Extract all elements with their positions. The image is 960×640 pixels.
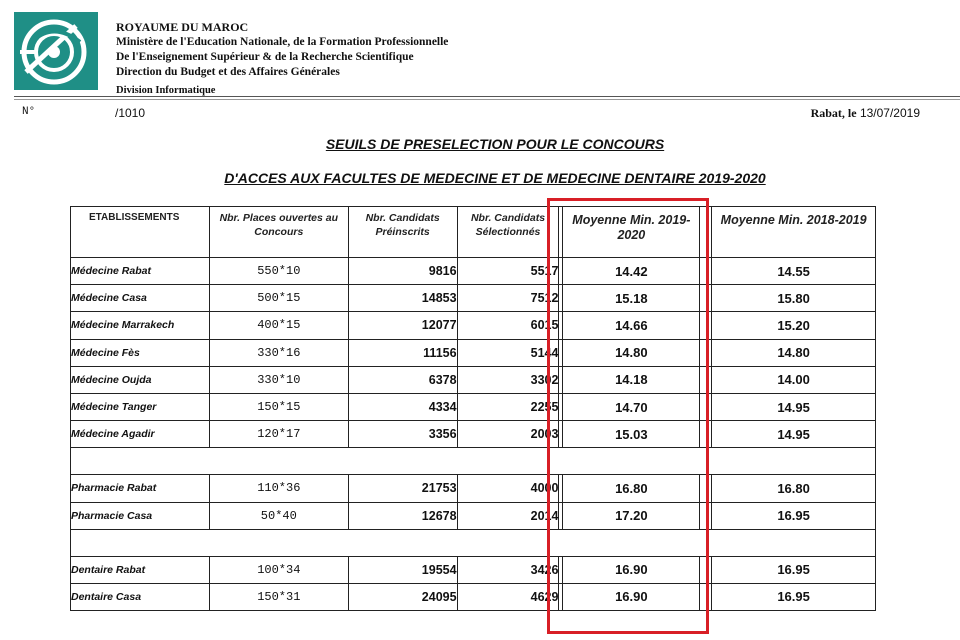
cell-moyenne-2020: 14.42 bbox=[563, 258, 700, 285]
cell-places: 500*15 bbox=[209, 285, 348, 312]
cell-candidats: 4334 bbox=[348, 393, 457, 420]
date-value: 13/07/2019 bbox=[859, 106, 920, 120]
table-row bbox=[71, 312, 876, 339]
table-row bbox=[71, 556, 876, 583]
pharmacie-rows bbox=[71, 475, 876, 529]
date-label: Rabat, le bbox=[810, 106, 857, 120]
cell-places: 110*36 bbox=[209, 475, 348, 502]
document-title-line1: SEUILS DE PRESELECTION POUR LE CONCOURS bbox=[325, 136, 665, 152]
table-row bbox=[71, 393, 876, 420]
cell-selectionnes: 2255 bbox=[457, 393, 559, 420]
cell-selectionnes: 5517 bbox=[457, 258, 559, 285]
cell-candidats: 6378 bbox=[348, 366, 457, 393]
cell-name: Pharmacie Rabat bbox=[71, 475, 210, 502]
ministry-emblem-icon bbox=[14, 12, 98, 90]
cell-name: Médecine Marrakech bbox=[71, 312, 210, 339]
header-ministry: Ministère de l'Education Nationale, de la Formation Professionnelle bbox=[116, 36, 449, 48]
cell-moyenne-2019: 16.95 bbox=[712, 583, 876, 610]
cell-moyenne-2020: 15.18 bbox=[563, 285, 700, 312]
cell-candidats: 12678 bbox=[348, 502, 457, 529]
cell-places: 120*17 bbox=[209, 421, 348, 448]
cell-selectionnes: 7512 bbox=[457, 285, 559, 312]
header-division: Division Informatique bbox=[116, 85, 216, 96]
table-row bbox=[71, 583, 876, 610]
table-separator-row bbox=[71, 448, 876, 475]
cell-selectionnes: 4000 bbox=[457, 475, 559, 502]
cell-moyenne-2020: 16.90 bbox=[563, 556, 700, 583]
cell-places: 330*10 bbox=[209, 366, 348, 393]
reference-number: /1010 bbox=[115, 106, 146, 120]
cell-name: Médecine Rabat bbox=[71, 258, 210, 285]
cell-candidats: 19554 bbox=[348, 556, 457, 583]
cell-candidats: 14853 bbox=[348, 285, 457, 312]
cell-selectionnes: 2003 bbox=[457, 421, 559, 448]
cell-moyenne-2020: 16.90 bbox=[563, 583, 700, 610]
cell-moyenne-2020: 14.70 bbox=[563, 393, 700, 420]
cell-candidats: 12077 bbox=[348, 312, 457, 339]
cell-candidats: 11156 bbox=[348, 339, 457, 366]
header-higher-education: De l'Enseignement Supérieur & de la Recherche Scientifique bbox=[116, 51, 414, 63]
cell-name: Dentaire Rabat bbox=[71, 556, 210, 583]
table-row bbox=[71, 475, 876, 502]
cell-name: Médecine Agadir bbox=[71, 421, 210, 448]
ministry-header bbox=[116, 20, 448, 98]
header-candidats: Nbr. Candidats Préinscrits bbox=[348, 207, 457, 258]
medecine-rows bbox=[71, 258, 876, 448]
document-title-line2: D'ACCES AUX FACULTES DE MEDECINE ET DE MEDECINE DENTAIRE 2019-2020 bbox=[224, 170, 766, 186]
cell-name: Médecine Fès bbox=[71, 339, 210, 366]
cell-selectionnes: 6015 bbox=[457, 312, 559, 339]
cell-selectionnes: 3302 bbox=[457, 366, 559, 393]
header-direction: Direction du Budget et des Affaires Générales bbox=[116, 66, 340, 78]
results-table bbox=[70, 206, 876, 611]
cell-places: 550*10 bbox=[209, 258, 348, 285]
header-moyenne-2019: Moyenne Min. 2018-2019 bbox=[712, 207, 876, 258]
header-places: Nbr. Places ouvertes au Concours bbox=[209, 207, 348, 258]
table-row bbox=[71, 339, 876, 366]
table-row bbox=[71, 258, 876, 285]
cell-name: Dentaire Casa bbox=[71, 583, 210, 610]
table-row bbox=[71, 502, 876, 529]
cell-selectionnes: 2014 bbox=[457, 502, 559, 529]
highlight-box bbox=[547, 198, 709, 634]
header-divider-thin bbox=[14, 99, 960, 100]
cell-places: 150*15 bbox=[209, 393, 348, 420]
cell-moyenne-2019: 14.95 bbox=[712, 421, 876, 448]
table-header-row bbox=[71, 207, 876, 258]
reference-label: N° bbox=[22, 106, 36, 118]
cell-places: 330*16 bbox=[209, 339, 348, 366]
cell-places: 50*40 bbox=[209, 502, 348, 529]
cell-places: 400*15 bbox=[209, 312, 348, 339]
separator-cell bbox=[71, 448, 876, 475]
header-kingdom: ROYAUME DU MAROC bbox=[116, 20, 249, 34]
cell-candidats: 24095 bbox=[348, 583, 457, 610]
header-moyenne-2020: Moyenne Min. 2019-2020 bbox=[563, 207, 700, 258]
document-date bbox=[811, 106, 920, 121]
cell-moyenne-2019: 16.80 bbox=[712, 475, 876, 502]
table-row bbox=[71, 285, 876, 312]
cell-moyenne-2020: 17.20 bbox=[563, 502, 700, 529]
cell-moyenne-2019: 16.95 bbox=[712, 502, 876, 529]
cell-selectionnes: 4629 bbox=[457, 583, 559, 610]
cell-candidats: 21753 bbox=[348, 475, 457, 502]
header-selectionnes: Nbr. Candidats Sélectionnés bbox=[457, 207, 559, 258]
header-divider bbox=[14, 96, 960, 97]
cell-name: Médecine Tanger bbox=[71, 393, 210, 420]
cell-name: Pharmacie Casa bbox=[71, 502, 210, 529]
cell-moyenne-2019: 15.80 bbox=[712, 285, 876, 312]
cell-moyenne-2019: 16.95 bbox=[712, 556, 876, 583]
cell-candidats: 3356 bbox=[348, 421, 457, 448]
cell-moyenne-2019: 14.95 bbox=[712, 393, 876, 420]
separator-cell bbox=[71, 529, 876, 556]
header-etablissements: ETABLISSEMENTS bbox=[71, 207, 210, 258]
cell-places: 150*31 bbox=[209, 583, 348, 610]
cell-name: Médecine Casa bbox=[71, 285, 210, 312]
cell-moyenne-2019: 14.80 bbox=[712, 339, 876, 366]
cell-moyenne-2020: 15.03 bbox=[563, 421, 700, 448]
table-row bbox=[71, 421, 876, 448]
table-row bbox=[71, 366, 876, 393]
cell-candidats: 9816 bbox=[348, 258, 457, 285]
cell-moyenne-2020: 14.18 bbox=[563, 366, 700, 393]
cell-moyenne-2019: 14.00 bbox=[712, 366, 876, 393]
cell-selectionnes: 3426 bbox=[457, 556, 559, 583]
dentaire-rows bbox=[71, 556, 876, 610]
cell-places: 100*34 bbox=[209, 556, 348, 583]
cell-moyenne-2020: 16.80 bbox=[563, 475, 700, 502]
cell-moyenne-2019: 15.20 bbox=[712, 312, 876, 339]
cell-selectionnes: 5144 bbox=[457, 339, 559, 366]
cell-moyenne-2019: 14.55 bbox=[712, 258, 876, 285]
cell-name: Médecine Oujda bbox=[71, 366, 210, 393]
table-separator-row bbox=[71, 529, 876, 556]
cell-moyenne-2020: 14.80 bbox=[563, 339, 700, 366]
cell-moyenne-2020: 14.66 bbox=[563, 312, 700, 339]
